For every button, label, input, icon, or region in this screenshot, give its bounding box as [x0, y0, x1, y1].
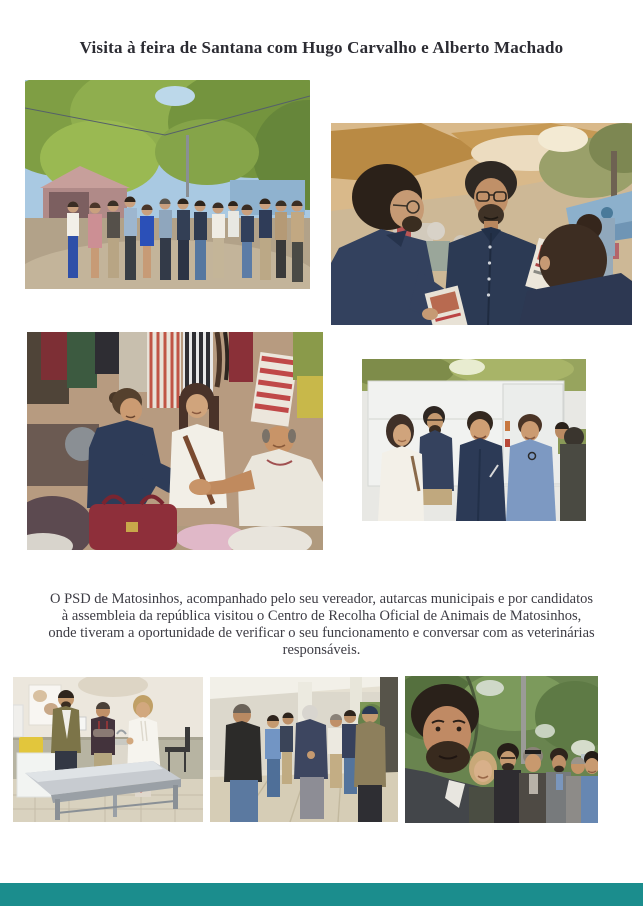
photo-walkway-group-illustration — [210, 677, 398, 822]
photo-market-handshake — [27, 332, 323, 550]
photo-fair-conversation-illustration — [331, 123, 632, 325]
photo-fair-conversation — [331, 123, 632, 325]
photo-outdoor-selfie-illustration — [405, 676, 598, 823]
photo-van-group — [362, 359, 586, 521]
photo-walkway-group — [210, 677, 398, 822]
footer-bar — [0, 883, 643, 906]
photo-fair-group — [25, 80, 310, 289]
photo-clinic-visit — [13, 677, 203, 822]
photo-fair-group-illustration — [25, 80, 310, 289]
photo-outdoor-selfie — [405, 676, 598, 823]
page-title: Visita à feira de Santana com Hugo Carvalho e Alberto Machado — [79, 38, 564, 58]
photo-clinic-visit-illustration — [13, 677, 203, 822]
photo-van-group-illustration — [362, 359, 586, 521]
photo-market-handshake-illustration — [27, 332, 323, 550]
body-paragraph: O PSD de Matosinhos, acompanhado pelo seu vereador, autarcas municipais e por candidatos à assembleia da república visitou o Centro de Recolha Oficial de Animais de Matosinhos, onde tiveram a oportunidade de verificar o seu funcionamento e conversar com as veterinárias responsáveis. — [48, 590, 595, 659]
